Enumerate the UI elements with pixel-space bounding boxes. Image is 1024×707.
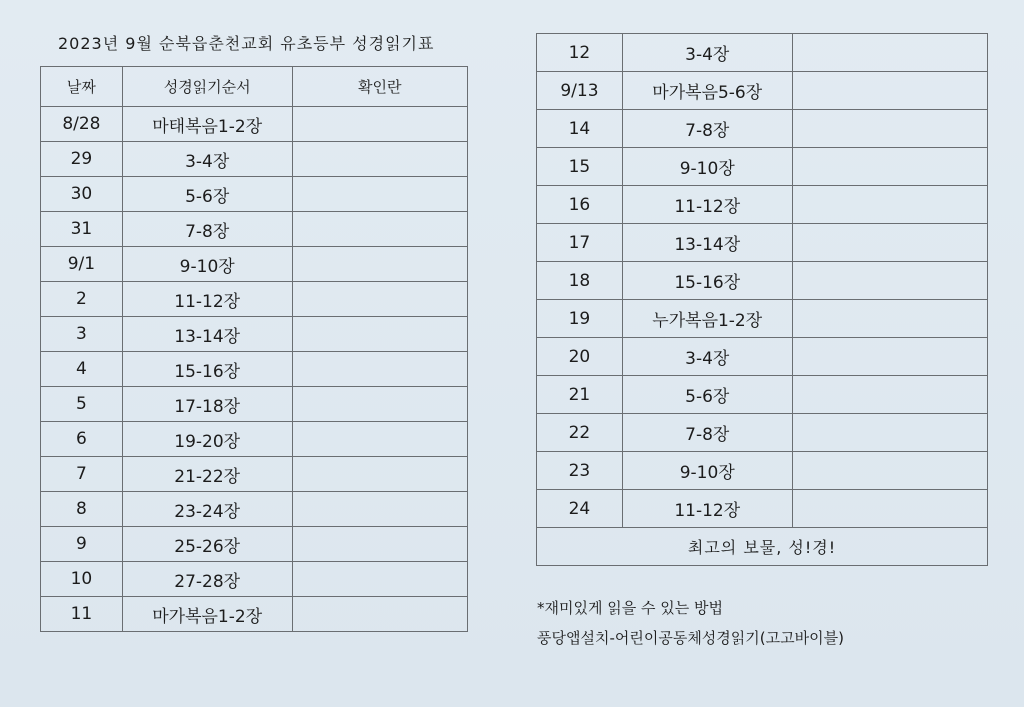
check-cell[interactable] [292, 282, 467, 317]
date-cell: 31 [41, 212, 123, 247]
table-row [41, 317, 468, 352]
table-row [537, 72, 988, 110]
table-row [41, 387, 468, 422]
table-row [41, 457, 468, 492]
date-cell: 20 [537, 338, 623, 376]
reading-cell: 19-20장 [122, 422, 292, 457]
check-cell[interactable] [792, 224, 987, 262]
reading-cell: 27-28장 [122, 562, 292, 597]
check-cell[interactable] [292, 177, 467, 212]
table-row [41, 422, 468, 457]
reading-cell: 누가복음1-2장 [622, 300, 792, 338]
date-cell: 19 [537, 300, 623, 338]
date-cell: 14 [537, 110, 623, 148]
table-row [41, 142, 468, 177]
check-cell[interactable] [792, 300, 987, 338]
tip-heading: *재미있게 읽을 수 있는 방법 [537, 599, 723, 617]
table-row [41, 492, 468, 527]
reading-cell: 25-26장 [122, 527, 292, 562]
date-cell: 8/28 [41, 107, 123, 142]
reading-cell: 15-16장 [122, 352, 292, 387]
date-cell: 21 [537, 376, 623, 414]
date-cell: 12 [537, 34, 623, 72]
reading-cell: 11-12장 [122, 282, 292, 317]
reading-cell: 마가복음5-6장 [622, 72, 792, 110]
table-row [537, 490, 988, 528]
check-cell[interactable] [792, 148, 987, 186]
table-row [41, 177, 468, 212]
left-reading-table [40, 66, 468, 632]
date-cell: 4 [41, 352, 123, 387]
table-row [41, 597, 468, 632]
table-footer-row [537, 528, 988, 566]
table-row [41, 212, 468, 247]
page-title: 2023년 9월 순북읍춘천교회 유초등부 성경읽기표 [58, 34, 435, 53]
date-cell: 22 [537, 414, 623, 452]
check-cell[interactable] [792, 72, 987, 110]
check-cell[interactable] [292, 142, 467, 177]
table-row [41, 562, 468, 597]
header-check: 확인란 [292, 67, 467, 107]
date-cell: 30 [41, 177, 123, 212]
check-cell[interactable] [292, 457, 467, 492]
date-cell: 17 [537, 224, 623, 262]
reading-cell: 9-10장 [622, 452, 792, 490]
table-row [537, 34, 988, 72]
date-cell: 8 [41, 492, 123, 527]
table-row [41, 352, 468, 387]
reading-cell: 23-24장 [122, 492, 292, 527]
reading-cell: 13-14장 [122, 317, 292, 352]
reading-cell: 11-12장 [622, 490, 792, 528]
table-row [41, 107, 468, 142]
date-cell: 11 [41, 597, 123, 632]
check-cell[interactable] [792, 110, 987, 148]
check-cell[interactable] [792, 414, 987, 452]
check-cell[interactable] [792, 376, 987, 414]
date-cell: 9/1 [41, 247, 123, 282]
table-row [537, 186, 988, 224]
check-cell[interactable] [792, 452, 987, 490]
date-cell: 7 [41, 457, 123, 492]
date-cell: 5 [41, 387, 123, 422]
check-cell[interactable] [292, 597, 467, 632]
table-row [537, 338, 988, 376]
check-cell[interactable] [292, 562, 467, 597]
reading-cell: 21-22장 [122, 457, 292, 492]
table-row [537, 262, 988, 300]
reading-cell: 17-18장 [122, 387, 292, 422]
check-cell[interactable] [792, 262, 987, 300]
check-cell[interactable] [792, 34, 987, 72]
reading-cell: 13-14장 [622, 224, 792, 262]
table-row [537, 110, 988, 148]
motto-text: 최고의 보물, 성!경! [537, 528, 988, 566]
check-cell[interactable] [292, 387, 467, 422]
reading-cell: 3-4장 [622, 338, 792, 376]
reading-cell: 7-8장 [622, 110, 792, 148]
header-reading: 성경읽기순서 [122, 67, 292, 107]
reading-cell: 3-4장 [622, 34, 792, 72]
date-cell: 24 [537, 490, 623, 528]
table-row [41, 282, 468, 317]
check-cell[interactable] [292, 352, 467, 387]
date-cell: 18 [537, 262, 623, 300]
reading-cell: 5-6장 [122, 177, 292, 212]
right-reading-table [536, 33, 988, 566]
reading-cell: 9-10장 [622, 148, 792, 186]
check-cell[interactable] [792, 490, 987, 528]
check-cell[interactable] [292, 317, 467, 352]
reading-cell: 7-8장 [122, 212, 292, 247]
reading-cell: 3-4장 [122, 142, 292, 177]
reading-cell: 15-16장 [622, 262, 792, 300]
date-cell: 9 [41, 527, 123, 562]
table-row [41, 527, 468, 562]
table-row [537, 376, 988, 414]
date-cell: 23 [537, 452, 623, 490]
check-cell[interactable] [292, 422, 467, 457]
table-header-row [41, 67, 468, 107]
date-cell: 9/13 [537, 72, 623, 110]
tip-text: 풍당앱설치-어린이공동체성경읽기(고고바이블) [537, 629, 844, 647]
date-cell: 29 [41, 142, 123, 177]
check-cell[interactable] [792, 186, 987, 224]
reading-cell: 마태복음1-2장 [122, 107, 292, 142]
date-cell: 3 [41, 317, 123, 352]
check-cell[interactable] [292, 527, 467, 562]
date-cell: 10 [41, 562, 123, 597]
table-row [537, 148, 988, 186]
date-cell: 6 [41, 422, 123, 457]
header-date: 날짜 [41, 67, 123, 107]
table-row [537, 414, 988, 452]
table-row [537, 300, 988, 338]
date-cell: 2 [41, 282, 123, 317]
reading-cell: 9-10장 [122, 247, 292, 282]
reading-cell: 11-12장 [622, 186, 792, 224]
check-cell[interactable] [292, 492, 467, 527]
table-row [41, 247, 468, 282]
date-cell: 15 [537, 148, 623, 186]
table-row [537, 224, 988, 262]
check-cell[interactable] [292, 247, 467, 282]
check-cell[interactable] [792, 338, 987, 376]
check-cell[interactable] [292, 107, 467, 142]
reading-cell: 5-6장 [622, 376, 792, 414]
check-cell[interactable] [292, 212, 467, 247]
reading-cell: 7-8장 [622, 414, 792, 452]
date-cell: 16 [537, 186, 623, 224]
table-row [537, 452, 988, 490]
reading-cell: 마가복음1-2장 [122, 597, 292, 632]
